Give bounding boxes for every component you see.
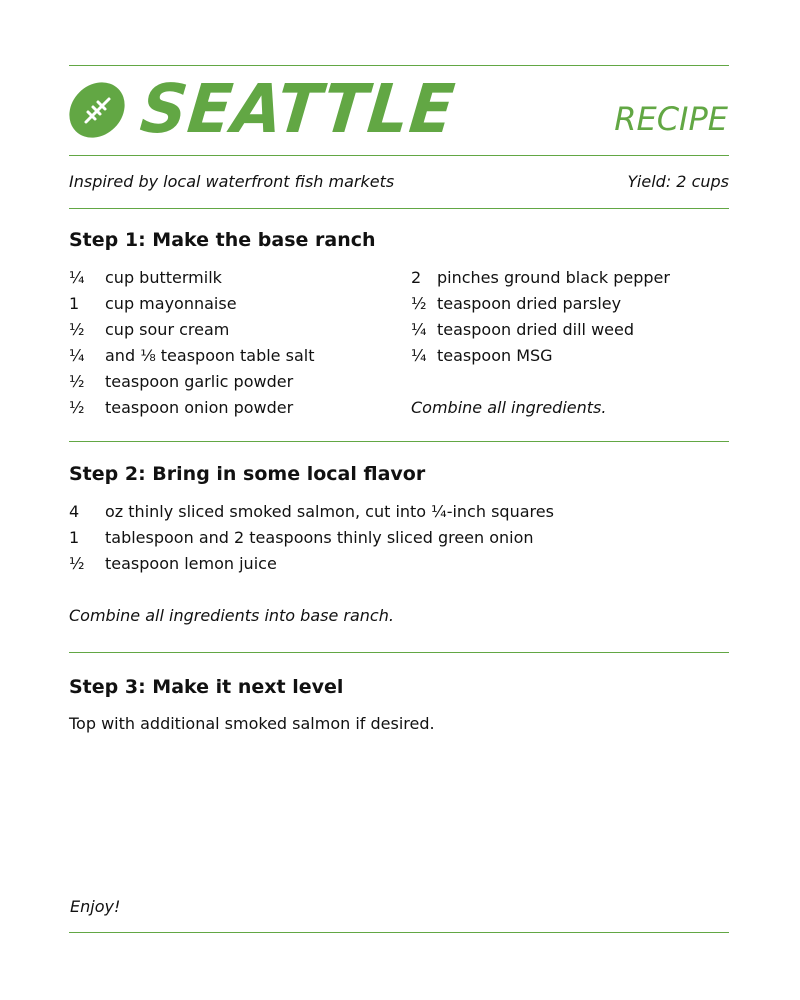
step1-ingredients-right [411, 268, 670, 372]
item: cup mayonnaise [105, 294, 237, 313]
ingredient [69, 346, 314, 372]
qty: 2 [411, 268, 422, 287]
step3-text: Top with additional smoked salmon if desired. [69, 714, 435, 733]
ingredient [411, 294, 670, 320]
qty: ¼ [69, 268, 85, 287]
item: oz thinly sliced smoked salmon, cut into ¼-inch squares [105, 502, 554, 521]
item: and ⅛ teaspoon table salt [105, 346, 315, 365]
step1-ingredients-left [69, 268, 314, 424]
step1-note: Combine all ingredients. [411, 398, 607, 417]
divider [69, 155, 729, 156]
divider [69, 65, 729, 66]
divider [69, 652, 729, 653]
logo [69, 71, 459, 149]
qty: ¼ [69, 346, 85, 365]
step3-title: Step 3: Make it next level [69, 676, 344, 698]
step2-ingredients [69, 502, 554, 580]
qty: ¼ [411, 320, 427, 339]
ingredient [69, 554, 554, 580]
step2-title: Step 2: Bring in some local flavor [69, 463, 426, 485]
qty: 1 [69, 294, 80, 313]
qty: ½ [69, 398, 85, 417]
step1-title: Step 1: Make the base ranch [69, 229, 376, 251]
divider [69, 932, 729, 933]
ingredient [69, 320, 314, 346]
ingredient [69, 528, 554, 554]
ingredient [411, 320, 670, 346]
yield: Yield: 2 cups [627, 172, 729, 191]
item: pinches ground black pepper [437, 268, 670, 287]
qty: ½ [69, 554, 85, 573]
tagline: Inspired by local waterfront fish markets [69, 172, 395, 191]
item: cup buttermilk [105, 268, 222, 287]
brand-wordmark: SEATTLE [136, 71, 459, 149]
ingredient [411, 346, 670, 372]
football-icon [69, 81, 125, 139]
divider [69, 441, 729, 442]
recipe-label: RECIPE [614, 100, 728, 138]
ingredient [69, 398, 314, 424]
item: teaspoon dried dill weed [437, 320, 634, 339]
qty: 1 [69, 528, 80, 547]
item: teaspoon onion powder [105, 398, 294, 417]
closing: Enjoy! [70, 897, 121, 916]
qty: ¼ [411, 346, 427, 365]
qty: ½ [69, 372, 85, 391]
qty: ½ [69, 320, 85, 339]
qty: ½ [411, 294, 427, 313]
qty: 4 [69, 502, 80, 521]
item: tablespoon and 2 teaspoons thinly sliced green onion [105, 528, 534, 547]
divider [69, 208, 729, 209]
ingredient [69, 502, 554, 528]
ingredient [69, 294, 314, 320]
item: teaspoon dried parsley [437, 294, 622, 313]
ingredient [411, 268, 670, 294]
ingredient [69, 372, 314, 398]
item: teaspoon garlic powder [105, 372, 294, 391]
step2-note: Combine all ingredients into base ranch. [69, 606, 394, 625]
ingredient [69, 268, 314, 294]
item: teaspoon MSG [437, 346, 553, 365]
item: teaspoon lemon juice [105, 554, 277, 573]
item: cup sour cream [105, 320, 230, 339]
